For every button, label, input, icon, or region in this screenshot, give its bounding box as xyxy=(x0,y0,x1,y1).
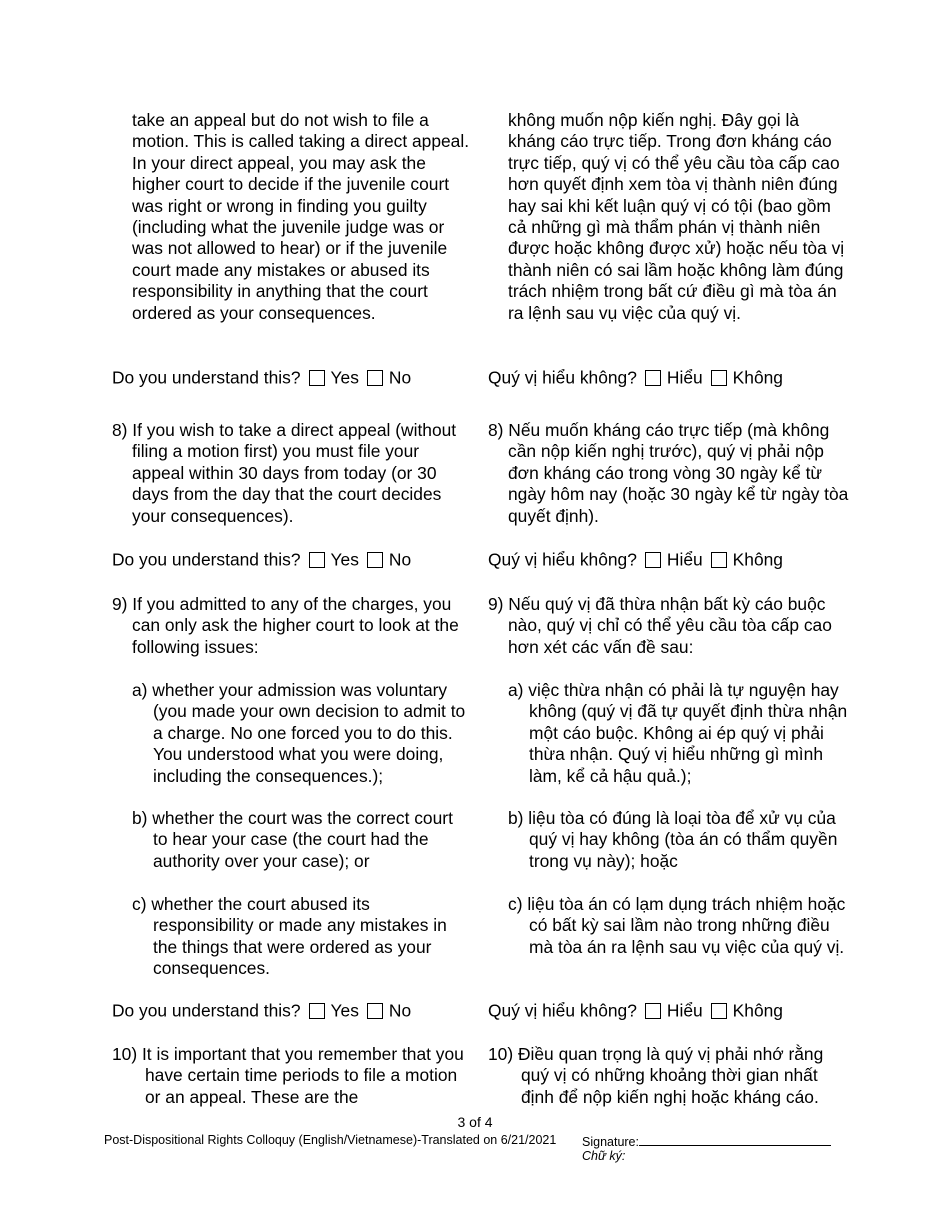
understand-question-2: Do you understand this? Yes No xyxy=(112,549,412,570)
no-checkbox-vi[interactable] xyxy=(711,1003,727,1019)
no-checkbox[interactable] xyxy=(367,370,383,386)
yes-checkbox-vi[interactable] xyxy=(645,552,661,568)
page-number: 3 of 4 xyxy=(457,1114,493,1130)
english-item-9b: b) whether the court was the correct court to hear your case (the court had the authority over your case); or xyxy=(132,808,453,871)
form-title-footer: Post-Dispositional Rights Colloquy (English/Vietnamese)-Translated on 6/21/2021 xyxy=(104,1133,557,1147)
signature-line[interactable] xyxy=(639,1134,831,1146)
understand-question-vi-3: Quý vị hiểu không? Hiểu Không xyxy=(488,1000,783,1021)
vietnamese-item-9b: b) liệu tòa có đúng là loại tòa để xử vụ của quý vị hay không (tòa án có thẩm quyền trong vụ này); hoặc xyxy=(508,808,838,871)
no-checkbox[interactable] xyxy=(367,1003,383,1019)
understand-question-vi-2: Quý vị hiểu không? Hiểu Không xyxy=(488,549,783,570)
yes-checkbox[interactable] xyxy=(309,1003,325,1019)
english-item-9a: a) whether your admission was voluntary (you made your own decision to admit to a charge. No one forced you to do this. You understood what you were doing, including the consequences.); xyxy=(132,680,466,786)
understand-question-1: Do you understand this? Yes No xyxy=(112,367,412,388)
vietnamese-item-9: 9) Nếu quý vị đã thừa nhận bất kỳ cáo buộc nào, quý vị chỉ có thể yêu cầu tòa cấp cao hơn xét các vấn đề sau: xyxy=(488,594,832,657)
english-item-10: 10) It is important that you remember that you have certain time periods to file a motion or an appeal. These are the xyxy=(112,1044,464,1107)
vietnamese-item-10: 10) Điều quan trọng là quý vị phải nhớ rằng quý vị có những khoảng thời gian nhất định để nộp kiến nghị hoặc kháng cáo. xyxy=(488,1044,824,1107)
no-checkbox-vi[interactable] xyxy=(711,370,727,386)
yes-checkbox-vi[interactable] xyxy=(645,1003,661,1019)
no-checkbox[interactable] xyxy=(367,552,383,568)
vietnamese-item-9a: a) việc thừa nhận có phải là tự nguyện hay không (quý vị đã tự quyết định thừa nhận một cáo buộc. Không ai ép quý vị phải thừa nhận. Quý vị hiểu những gì mình làm, kể cả hậu quả.); xyxy=(508,680,848,786)
english-item-9c: c) whether the court abused its responsibility or made any mistakes in the things that were ordered as your consequences. xyxy=(132,894,447,979)
signature-label: Signature: xyxy=(582,1135,639,1149)
english-intro-paragraph: take an appeal but do not wish to file a motion. This is called taking a direct appeal. In your direct appeal, you may ask the higher court to decide if the juvenile court was right or wrong in finding you guilty (including what the juvenile judge was or was not allowed to hear) or if the juvenile court made any mistakes or abused its responsibility in anything that the court ordered as your consequences. xyxy=(132,110,470,323)
english-item-9: 9) If you admitted to any of the charges, you can only ask the higher court to look at the following issues: xyxy=(112,594,459,657)
yes-checkbox-vi[interactable] xyxy=(645,370,661,386)
english-item-8: 8) If you wish to take a direct appeal (without filing a motion first) you must file your appeal within 30 days from today (or 30 days from the day that the court decides your consequences). xyxy=(112,420,457,526)
yes-checkbox[interactable] xyxy=(309,552,325,568)
no-checkbox-vi[interactable] xyxy=(711,552,727,568)
vietnamese-item-8: 8) Nếu muốn kháng cáo trực tiếp (mà không cần nộp kiến nghị trước), quý vị phải nộp đơn kháng cáo trong vòng 30 ngày kể từ ngày hôm nay (hoặc 30 ngày kể từ ngày tòa quyết định). xyxy=(488,420,849,526)
vietnamese-item-9c: c) liệu tòa án có lạm dụng trách nhiệm hoặc có bất kỳ sai lầm nào trong những điều mà tòa án ra lệnh sau vụ việc của quý vị. xyxy=(508,894,846,957)
yes-checkbox[interactable] xyxy=(309,370,325,386)
understand-question-vi-1: Quý vị hiểu không? Hiểu Không xyxy=(488,367,783,388)
understand-question-3: Do you understand this? Yes No xyxy=(112,1000,412,1021)
vietnamese-intro-paragraph: không muốn nộp kiến nghị. Đây gọi là kháng cáo trực tiếp. Trong đơn kháng cáo trực tiếp, quý vị có thể yêu cầu tòa cấp cao hơn quyết định xem tòa vị thành niên đúng hay sai khi kết luận quý vị có tội (bao gồm cả những gì mà thẩm phán vị thành niên được hoặc không được xử) hoặc nếu tòa vị thành niên có sai lầm hoặc không làm đúng trách nhiệm trong bất cứ điều gì mà tòa án ra lệnh sau vụ việc của quý vị. xyxy=(508,110,845,323)
signature-label-vietnamese: Chữ ký: xyxy=(582,1149,626,1163)
signature-field xyxy=(582,1134,831,1149)
